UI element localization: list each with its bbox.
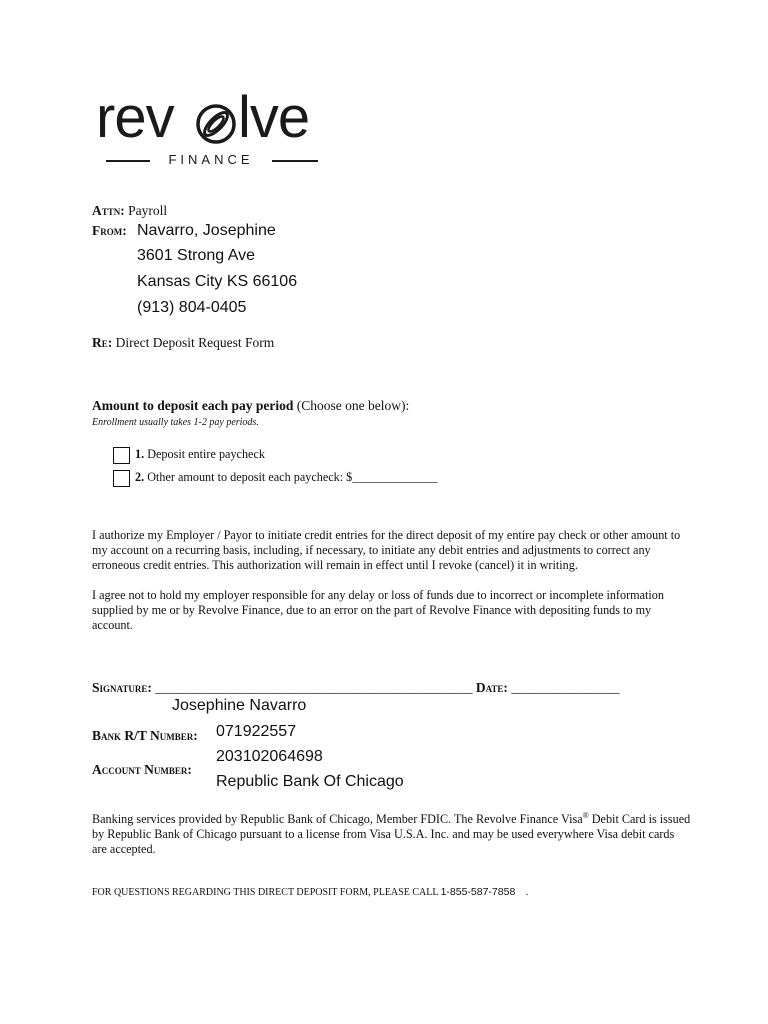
attn-line [92,203,167,219]
signature-label: Signature: [92,680,152,695]
logo-line-left [106,160,150,162]
from-city: Kansas City KS 66106 [137,273,298,290]
authorization-paragraph: I authorize my Employer / Payor to initiate credit entries for the direct deposit of my entire pay check or other amount to my account on a recurring basis, including, if necessary, to initiate any debit entries and adjustments to correct any erroneous credit entries. This authorization will remain in effect until I revoke (cancel) it in writing. [92,528,681,572]
option-2-text: Other amount to deposit each paycheck: $______________ [147,470,438,484]
enrollment-note: Enrollment usually takes 1-2 pay periods. [92,417,259,428]
from-label: From: [92,223,127,238]
logo-line-right [272,160,318,162]
footer-end: . [525,887,529,898]
date-blank[interactable]: ________________ [511,680,620,695]
from-name: Navarro, Josephine [137,222,276,239]
footer-questions [92,886,528,898]
rt-number-label: Bank R/T Number: [92,728,198,743]
re-value: Direct Deposit Request Form [115,335,275,350]
option-1-text: Deposit entire paycheck [147,447,265,461]
account-number-label: Account Number: [92,762,192,777]
amount-heading-rest: (Choose one below): [296,398,410,413]
logo-word-left: rev [96,85,174,150]
banking-services-paragraph [92,809,692,856]
re-line [92,335,274,351]
rt-number-value: 071922557 [216,723,297,740]
signature-name: Josephine Navarro [172,697,307,714]
from-phone: (913) 804-0405 [137,299,247,316]
amount-heading-bold: Amount to deposit each pay period [92,398,294,413]
option-2-checkbox[interactable] [113,470,130,487]
account-number-value: 203102064698 [216,748,323,765]
revolve-finance-logo [96,85,328,172]
logo-word-right: lve [238,85,310,150]
date-label: Date: [475,680,508,695]
agreement-paragraph: I agree not to hold my employer responsible for any delay or loss of funds due to incorrect or incomplete information supplied by me or by Revolve Finance, due to an error on the part of Revolve Finance with depositing funds to my account. [92,588,664,632]
option-2-label [135,470,438,485]
option-1-num: 1. [135,447,145,461]
bank-name-value: Republic Bank Of Chicago [216,773,404,790]
option-1-label [135,447,265,462]
from-street: 3601 Strong Ave [137,247,256,264]
re-label: Re: [92,335,113,350]
footer-phone: 1-855-587-7858 [440,886,516,898]
option-1-checkbox[interactable] [113,447,130,464]
amount-heading [92,398,409,414]
signature-blank[interactable]: _______________________________________________ [155,680,473,695]
logo-subtitle: FINANCE [168,152,254,167]
footer-text: FOR QUESTIONS REGARDING THIS DIRECT DEPOSIT FORM, PLEASE CALL [92,887,439,898]
banking-services-before: Banking services provided by Republic Bank of Chicago, Member FDIC. The Revolve Finance Visa [92,812,583,827]
registered-mark: ® [582,811,589,820]
logo-swirl-icon [194,102,238,146]
banking-services-after: Debit Card is issued by Republic Bank of Chicago pursuant to a license from Visa U.S.A. Inc. and may be used everywhere Visa debit cards are accepted. [92,812,691,856]
attn-value: Payroll [128,203,168,218]
signature-line [92,680,619,696]
option-2-num: 2. [135,470,145,484]
attn-label: Attn: [92,203,125,218]
